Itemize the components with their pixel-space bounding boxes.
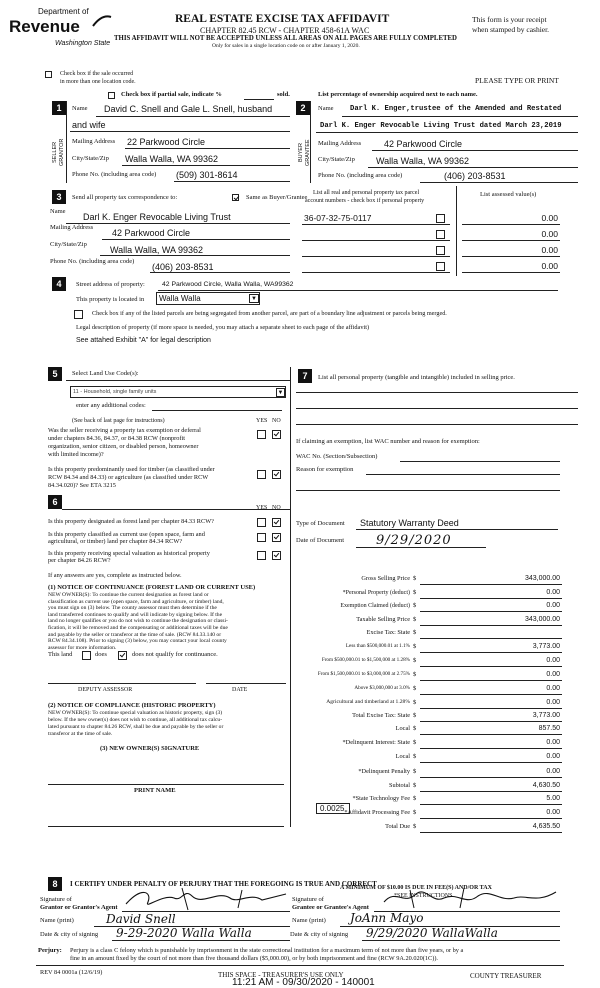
chevron-down-icon[interactable]: ▼: [249, 294, 259, 303]
personal-property-checkbox[interactable]: [436, 214, 445, 223]
notice-continuance-line: you must sign on (3) below. The county assessor must then determine if the: [48, 605, 217, 612]
currency-symbol: $: [413, 629, 417, 636]
notice-compliance-line: transferor at the time of sale.: [48, 731, 113, 737]
yes-header-6: YES: [256, 505, 268, 511]
assessed-col-header: List assessed value(s): [480, 191, 537, 198]
timber-q-3: 84.34.020)? See ETA 3215: [48, 482, 116, 489]
chevron-down-icon[interactable]: ▼: [277, 390, 284, 396]
notice-continuance-line: and payable by the seller or transferor at the time of sale. (RCW 84.33.140 or: [48, 631, 222, 638]
calc-row-value[interactable]: 0.00: [546, 602, 560, 609]
buyer-name-2[interactable]: Darl K. Enger Revocable Living Trust dated March 23,2019: [320, 122, 562, 130]
grantor-date-label: Date & city of signing: [40, 931, 99, 938]
revenue-logo-swoosh: [92, 14, 112, 28]
doc-date[interactable]: 9/29/2020: [376, 533, 452, 548]
currency-symbol: $: [413, 823, 417, 830]
exemption-q-4: with limited income)?: [48, 451, 104, 458]
multi-location-label-2: in more than one location code.: [60, 79, 136, 85]
treasurer-space-label: THIS SPACE - TREASURER'S USE ONLY: [218, 971, 344, 979]
timber-q-2: RCW 84.34 and 84.33) or agriculture (as classified under RCW: [48, 474, 209, 481]
current-use-q-2: agricultural, or timber) land per chapter 84.34 RCW?: [48, 538, 183, 545]
notice-compliance-line: NEW OWNER(S): To continue special valuation as historic property, sign (3): [48, 710, 223, 716]
exemption-q-2: under chapters 84.36, 84.37, or 84.38 RCW (nonprofit: [48, 435, 185, 442]
calc-row-value[interactable]: 0.00: [546, 768, 560, 775]
calc-row-label: *State Technology Fee: [352, 795, 410, 802]
dept-label: Department of: [38, 7, 89, 16]
legal-desc-value[interactable]: See attahed Exhibit "A" for legal description: [76, 337, 211, 344]
calc-row-label: Total Due: [385, 823, 410, 830]
notice-continuance-line: land no longer qualifies or you do not wish to continue the designation or classi-: [48, 618, 228, 625]
seller-side-label: SELLER: [52, 141, 58, 164]
form-chapter: CHAPTER 82.45 RCW - CHAPTER 458-61A WAC: [200, 26, 370, 35]
currency-symbol: $: [413, 602, 417, 609]
currency-symbol: $: [413, 685, 417, 692]
cashier-stamp: 11:21 AM - 09/30/2020 - 140001: [232, 977, 375, 988]
calc-row-label: Local: [395, 725, 410, 732]
calc-row-label: From $1,500,000.01 to $3,000,000 at 2.75%: [317, 671, 410, 677]
sold-label: sold.: [277, 91, 290, 98]
section-1-badge: 1: [52, 101, 66, 115]
section-5-badge: 5: [48, 367, 62, 381]
section-2-badge: 2: [296, 101, 310, 115]
notice-compliance-line: lated pursuant to chapter 84.26 RCW, shall be due and payable by the seller or: [48, 724, 224, 730]
buyer-city-label: City/State/Zip: [318, 156, 355, 163]
currency-symbol: $: [413, 616, 417, 623]
same-as-buyer-label: Same as Buyer/Grantee: [246, 194, 308, 201]
personal-property-checkbox[interactable]: [436, 246, 445, 255]
please-type-label: PLEASE TYPE OR PRINT: [475, 76, 559, 85]
current-use-yes-checkbox[interactable]: [257, 533, 266, 542]
currency-symbol: $: [413, 753, 417, 760]
personal-property-label: List all personal property (tangible and intangible) included in selling price.: [318, 374, 515, 381]
calc-row-value[interactable]: 857.50: [538, 725, 560, 732]
currency-symbol: $: [413, 809, 417, 816]
calc-row-value[interactable]: 343,000.00: [524, 575, 560, 582]
notice-continuance-line: NEW OWNER(S): To continue the current designation as forest land or: [48, 592, 209, 598]
street-address[interactable]: 42 Parkwood Circle, Walla Walla, WA99362: [162, 281, 294, 288]
currency-symbol: $: [413, 589, 417, 596]
revenue-logo: Revenue: [9, 17, 80, 36]
segregation-label: Check box if any of the listed parcels are being segregated from another parcel, are part of a boundary line adjustment or parcels being merged.: [92, 310, 447, 317]
section-4-badge: 4: [52, 277, 66, 291]
if-any-yes-note: If any answers are yes, complete as instructed below.: [48, 572, 182, 579]
corr-name-label: Name: [50, 208, 66, 215]
calc-row-value[interactable]: 0.00: [546, 657, 560, 664]
timber-no-checkbox[interactable]: [272, 470, 281, 479]
calc-row-label: Taxable Selling Price: [356, 616, 410, 623]
calc-row-label: Gross Selling Price: [361, 575, 410, 582]
calc-row-label: Above $3,000,000 at 3.0%: [354, 685, 410, 691]
grantor-signature-label-2: Grantor or Grantor's Agent: [40, 904, 118, 911]
partial-sale-label: Check box if partial sale, indicate %: [121, 91, 222, 98]
currency-symbol: $: [413, 575, 417, 582]
calc-row-value[interactable]: 0.00: [546, 739, 560, 746]
currency-symbol: $: [413, 782, 417, 789]
calc-row-value[interactable]: 0.00: [546, 589, 560, 596]
notice-continuance-line: land transferred continues to qualify and will indicate by signing below. If the: [48, 611, 223, 618]
buyer-side-label: BUYER: [298, 143, 304, 162]
currency-symbol: $: [413, 643, 417, 650]
current-use-no-checkbox[interactable]: [272, 533, 281, 542]
assessed-value[interactable]: 0.00: [541, 245, 558, 255]
calc-row-value[interactable]: 0.00: [546, 685, 560, 692]
same-as-buyer-checkbox[interactable]: [232, 194, 239, 201]
grantee-signature-label-1: Signature of: [292, 896, 324, 903]
grantee-signature[interactable]: [380, 884, 560, 912]
historic-yes-checkbox[interactable]: [257, 551, 266, 560]
corr-name[interactable]: Darl K. Enger Revocable Living Trust: [83, 212, 231, 222]
does-label: does: [95, 651, 107, 658]
currency-symbol: $: [413, 725, 417, 732]
notice-continuance-line: assessor for more information.: [48, 644, 117, 651]
seller-city-label: City/State/Zip: [72, 155, 109, 162]
grantee-signature-label-2: Grantee or Grantee's Agent: [292, 904, 369, 911]
receipt-line-2: when stamped by cashier.: [472, 25, 550, 34]
buyer-name-label: Name: [318, 105, 334, 112]
yes-header-5: YES: [256, 418, 268, 424]
grantor-date-city[interactable]: 9-29-2020 Walla Walla: [116, 926, 252, 940]
see-instructions-note: *SEE INSTRUCTIONS: [394, 893, 453, 899]
multi-location-label-1: Check box if the sale occurred: [60, 71, 134, 77]
calc-row-label: Local: [395, 753, 410, 760]
segregation-checkbox[interactable]: [74, 310, 83, 319]
timber-yes-checkbox[interactable]: [257, 470, 266, 479]
buyer-address-label: Mailing Address: [318, 140, 362, 147]
grantee-date-label: Date & city of signing: [290, 931, 349, 938]
forest-yes-checkbox[interactable]: [257, 518, 266, 527]
seller-name-1[interactable]: David C. Snell and Gale L. Snell, husband: [104, 104, 273, 114]
calc-row-label: Agricultural and timberland at 1.28%: [326, 699, 410, 705]
perjury-text-2: fine in an amount fixed by the court of not more than five thousand dollars ($5,000.00), or by both imprisonment and fine (RCW 9A.20.020(1C)).: [70, 955, 439, 962]
buyer-phone-label: Phone No. (including area code): [318, 172, 403, 179]
notice-continuance-line: fication, it will be removed and the compensating or additional taxes will be due: [48, 625, 228, 631]
no-header-5: NO: [272, 418, 281, 424]
calc-row-label: Excise Tax: State: [366, 629, 410, 636]
calc-row-label: Total Excise Tax: State: [352, 712, 410, 719]
form-revision: REV 84 0001a (12/6/19): [40, 969, 103, 976]
perjury-certification: I CERTIFY UNDER PENALTY OF PERJURY THAT THE FOREGOING IS TRUE AND CORRECT: [70, 880, 377, 888]
calc-row-value[interactable]: 4,630.50: [532, 782, 560, 789]
timber-q-1: Is this property predominantly used for timber (as classified under: [48, 466, 215, 473]
section-8-badge: 8: [48, 877, 62, 891]
county-treasurer-label: COUNTY TREASURER: [470, 972, 542, 980]
calc-row-label: Less than $500,000.01 at 1.1%: [345, 643, 410, 649]
calc-row-value[interactable]: 3,773.00: [532, 643, 560, 650]
exemption-no-checkbox[interactable]: [272, 430, 281, 439]
land-does-checkbox[interactable]: [82, 651, 91, 660]
personal-property-checkbox[interactable]: [436, 262, 445, 271]
notice-continuance-line: RCW 84.34.108). Prior to signing (3) below, you may contact your local county: [48, 638, 227, 645]
wac-label: WAC No. (Section/Subsection): [296, 453, 378, 460]
local-rate-value[interactable]: 0.0025: [320, 804, 345, 813]
buyer-phone[interactable]: (406) 203-8531: [444, 171, 506, 181]
corr-address[interactable]: 42 Parkwood Circle: [112, 228, 191, 238]
corr-phone[interactable]: (406) 203-8531: [152, 262, 214, 272]
buyer-address[interactable]: 42 Parkwood Circle: [384, 139, 463, 149]
perjury-label: Perjury:: [38, 947, 62, 954]
seller-city[interactable]: Walla Walla, WA 99362: [125, 154, 219, 164]
tax-correspondence-label: Send all property tax correspondence to:: [72, 194, 178, 201]
grantor-signature-label-1: Signature of: [40, 896, 72, 903]
located-in-label: This property is located in: [76, 296, 145, 303]
this-land-label: This land: [48, 651, 73, 658]
assessed-value[interactable]: 0.00: [541, 213, 558, 223]
seller-phone[interactable]: (509) 301-8614: [176, 170, 238, 180]
calc-row-label: From $500,000.01 to $1,500,000 at 1.28%: [321, 657, 410, 663]
historic-no-checkbox[interactable]: [272, 551, 281, 560]
form-note: Only for sales in a single location code on or after January 1, 2020.: [212, 43, 360, 49]
seller-name-2[interactable]: and wife: [72, 120, 106, 130]
notice-compliance-line: below. If the new owner(s) does not wish to continue, all additional tax calcu-: [48, 717, 223, 723]
corr-city[interactable]: Walla Walla, WA 99362: [110, 245, 204, 255]
deputy-assessor-label: DEPUTY ASSESSOR: [78, 687, 133, 693]
calc-row-value[interactable]: 4,635.50: [532, 823, 560, 830]
currency-symbol: $: [413, 699, 417, 706]
section-7-badge: 7: [298, 369, 312, 383]
multi-location-checkbox[interactable]: [45, 71, 52, 78]
exemption-q-3: organization, senior citizen, or disabled person, homeowner: [48, 443, 199, 450]
exemption-reason-label: Reason for exemption: [296, 466, 354, 473]
instructions-note: (See back of last page for instructions): [72, 418, 165, 424]
form-warning: THIS AFFIDAVIT WILL NOT BE ACCEPTED UNLESS ALL AREAS ON ALL PAGES ARE FULLY COMPLETED: [114, 35, 457, 42]
currency-symbol: $: [413, 671, 417, 678]
exemption-claim-label: If claiming an exemption, list WAC number and reason for exemption:: [296, 438, 480, 445]
receipt-line-1: This form is your receipt: [472, 15, 547, 24]
corr-city-label: City/State/Zip: [50, 241, 87, 248]
parcel-number[interactable]: 36-07-32-75-0117: [304, 213, 372, 223]
land-use-value: 11 - Household, single family units: [73, 389, 157, 395]
print-name-label: PRINT NAME: [134, 787, 176, 794]
forest-q: Is this property designated as forest land per chapter 84.33 RCW?: [48, 518, 214, 525]
doc-date-label: Date of Document: [296, 537, 345, 544]
currency-symbol: $: [413, 657, 417, 664]
calc-row-value[interactable]: 0.00: [546, 699, 560, 706]
calc-row-value[interactable]: 3,773.00: [532, 712, 560, 719]
parcel-col-header-2: account numbers - check box if personal property: [305, 198, 425, 204]
seller-address-label: Mailing Address: [72, 138, 116, 145]
forest-no-checkbox[interactable]: [272, 518, 281, 527]
grantee-side-label: GRANTEE: [305, 139, 311, 166]
land-does-not-checkbox[interactable]: [118, 651, 127, 660]
percentage-note: List percentage of ownership acquired next to each name.: [318, 91, 478, 98]
grantee-date-city[interactable]: 9/29/2020 WallaWalla: [366, 926, 498, 940]
historic-q-1: Is this property receiving special valuation as historical property: [48, 550, 210, 557]
grantee-print-name[interactable]: JoAnn Mayo: [350, 911, 424, 925]
currency-symbol: $: [413, 739, 417, 746]
calc-row-label: *Delinquent Interest: State: [342, 739, 410, 746]
parcel-col-header-1: List all real and personal property tax parcel: [313, 190, 420, 196]
buyer-city[interactable]: Walla Walla, WA 99362: [376, 156, 470, 166]
section-6-badge: 6: [48, 495, 62, 509]
seller-name-label: Name: [72, 105, 88, 112]
corr-phone-label: Phone No. (including area code): [50, 258, 135, 265]
buyer-name-1[interactable]: Darl K. Enger,trustee of the Amended and Restated: [350, 105, 562, 113]
calc-row-label: Exemption Claimed (deduct): [340, 603, 410, 609]
exemption-yes-checkbox[interactable]: [257, 430, 266, 439]
minimum-due-note: A MINIMUM OF $10.00 IS DUE IN FEE(S) AND/OR TAX: [340, 885, 492, 891]
assessor-date-label: DATE: [232, 687, 248, 693]
notice-continuance-title: (1) NOTICE OF CONTINUANCE (FOREST LAND OR CURRENT USE): [48, 584, 256, 591]
street-address-label: Street address of property:: [76, 281, 145, 288]
washington-state-label: Washington State: [55, 40, 111, 47]
calc-row-label: *Affidavit Processing Fee: [344, 809, 410, 816]
assessed-value[interactable]: 0.00: [541, 229, 558, 239]
grantor-side-label: GRANTOR: [59, 138, 65, 167]
currency-symbol: $: [413, 768, 417, 775]
calc-row-label: *Delinquent Penalty: [358, 768, 410, 775]
no-header-6: NO: [272, 505, 281, 511]
historic-q-2: per chapter 84.26 RCW?: [48, 557, 111, 564]
calc-row-label: Subtotal: [389, 782, 410, 789]
calc-row-value[interactable]: 0.00: [546, 671, 560, 678]
form-title: REAL ESTATE EXCISE TAX AFFIDAVIT: [175, 13, 390, 25]
corr-address-label: Mailing Address: [50, 224, 94, 231]
currency-symbol: $: [413, 795, 417, 802]
personal-property-checkbox[interactable]: [436, 230, 445, 239]
location-select[interactable]: [156, 292, 260, 305]
current-use-q-1: Is this property classified as current use (open space, farm and: [48, 531, 205, 538]
assessed-value[interactable]: 0.00: [541, 261, 558, 271]
perjury-text-1: Perjury is a class C felony which is punishable by imprisonment in the state correctional institution for a maximum term of not more than five years, or by a: [70, 947, 464, 954]
does-not-label: does not qualify for continuance.: [132, 651, 218, 658]
seller-address[interactable]: 22 Parkwood Circle: [127, 137, 206, 147]
calc-row-value[interactable]: 343,000.00: [524, 616, 560, 623]
notice-continuance-line: classification as current use (open space, farm and agriculture, or timber) land,: [48, 598, 224, 605]
grantor-print-name-label: Name (print): [40, 917, 74, 924]
new-owner-signature-label: (3) NEW OWNER(S) SIGNATURE: [100, 745, 200, 752]
section-3-badge: 3: [52, 190, 66, 204]
calc-row-label: *Personal Property (deduct): [342, 590, 410, 596]
doc-type-label: Type of Document: [296, 520, 345, 527]
legal-desc-label: Legal description of property (if more space is needed, you may attach a separate sheet to each page of the affidavit): [76, 324, 370, 331]
additional-codes-label: enter any additional codes:: [76, 402, 146, 409]
calc-row-value[interactable]: 0.00: [546, 809, 560, 816]
notice-compliance-title: (2) NOTICE OF COMPLIANCE (HISTORIC PROPERTY): [48, 702, 216, 709]
land-use-select[interactable]: [70, 386, 286, 398]
doc-type[interactable]: Statutory Warranty Deed: [360, 518, 459, 528]
grantor-print-name[interactable]: David Snell: [106, 912, 176, 926]
location-value: Walla Walla: [159, 294, 201, 303]
seller-phone-label: Phone No. (including area code): [72, 171, 157, 178]
partial-sale-checkbox[interactable]: [108, 92, 115, 99]
calc-row-value[interactable]: 0.00: [546, 753, 560, 760]
grantor-signature[interactable]: [122, 884, 292, 912]
currency-symbol: $: [413, 712, 417, 719]
exemption-q-1: Was the seller receiving a property tax exemption or deferral: [48, 427, 201, 434]
land-use-label: Select Land Use Code(s):: [72, 370, 139, 377]
grantee-print-name-label: Name (print): [292, 917, 326, 924]
calc-row-value[interactable]: 5.00: [546, 795, 560, 802]
